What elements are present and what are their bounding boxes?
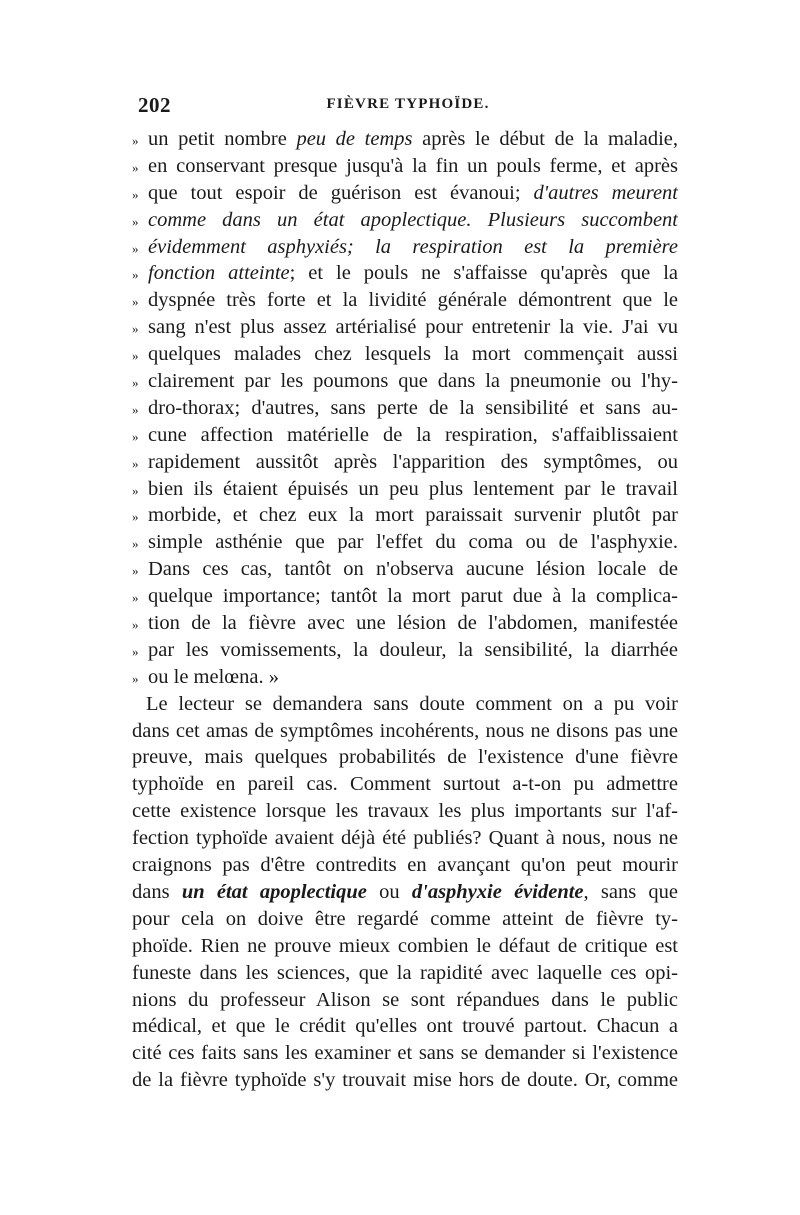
text-run: ; et le pouls ne s'affaisse qu'après que la <box>289 262 678 285</box>
text-run: funeste dans les sciences, que la rapidité avec laquelle ces opi- <box>132 961 678 984</box>
italic-text: fonction atteinte <box>148 262 290 285</box>
text-run: Dans ces cas, tantôt on n'observa aucune lésion locale de <box>148 558 678 581</box>
paragraph-block <box>132 691 678 1094</box>
quote-mark: » <box>132 267 139 283</box>
paragraph-line <box>132 1067 678 1094</box>
quote-line <box>132 341 678 368</box>
paragraph-line <box>132 906 678 933</box>
quote-line-text <box>148 341 678 368</box>
text-run: , sans que <box>583 880 678 903</box>
running-title: FIÈVRE TYPHOÏDE. <box>326 96 490 112</box>
quote-mark: » <box>132 643 139 659</box>
text-run: morbide, et chez eux la mort paraissait survenir plutôt par <box>148 504 678 527</box>
quote-line <box>132 476 678 503</box>
quote-line-text <box>148 260 678 287</box>
paragraph-line <box>132 1013 678 1040</box>
quote-mark: » <box>132 428 139 444</box>
quote-mark: » <box>132 536 139 552</box>
quote-line-text <box>148 207 678 234</box>
text-run: par les vomissements, la douleur, la sensibilité, la diarrhée <box>148 638 678 661</box>
quote-line-text <box>148 287 678 314</box>
quote-line <box>132 260 678 287</box>
quote-line-text <box>148 476 678 503</box>
quote-mark: » <box>132 563 139 579</box>
quote-mark: » <box>132 294 139 310</box>
text-run: dro-thorax; d'autres, sans perte de la sensibilité et sans au- <box>148 396 678 419</box>
text-run: rapidement aussitôt après l'apparition des symptômes, ou <box>148 450 678 473</box>
text-run: bien ils étaient épuisés un peu plus lentement par le travail <box>148 477 678 500</box>
quote-line <box>132 368 678 395</box>
text-run: ou <box>366 880 412 903</box>
text-run: typhoïde en pareil cas. Comment surtout a-t-on pu admettre <box>132 773 678 796</box>
paragraph-line <box>132 879 678 906</box>
text-run: dans <box>132 880 182 903</box>
text-run: ou le melœna. » <box>148 665 279 688</box>
page-body <box>132 126 678 1094</box>
text-run: fection typhoïde avaient déjà été publiés? Quant à nous, nous ne <box>132 827 678 850</box>
paragraph-line <box>132 987 678 1014</box>
quote-mark: » <box>132 482 139 498</box>
text-run: un petit nombre <box>148 128 297 150</box>
quote-line <box>132 502 678 529</box>
quote-line-text <box>148 422 678 449</box>
quote-line-text <box>148 610 678 637</box>
quote-line-text <box>148 664 678 691</box>
quote-line <box>132 153 678 180</box>
italic-text: comme dans un état apoplectique. Plusieurs succombent <box>148 208 678 231</box>
quote-line-text <box>148 502 678 529</box>
text-run: tion de la fièvre avec une lésion de l'abdomen, manifestée <box>148 612 678 635</box>
quote-line <box>132 314 678 341</box>
italic-text: d'autres meurent <box>533 181 678 204</box>
quote-mark: » <box>132 213 139 229</box>
quote-line <box>132 422 678 449</box>
italic-text: d'asphyxie évidente <box>411 880 584 903</box>
text-run: cité ces faits sans les examiner et sans se demander si l'existence <box>132 1042 678 1065</box>
text-run: dans cet amas de symptômes incohérents, nous ne disons pas une <box>132 719 678 742</box>
text-run: après le début de la maladie, <box>412 128 678 150</box>
quote-line <box>132 449 678 476</box>
quote-mark: » <box>132 401 139 417</box>
text-run: cette existence lorsque les travaux les plus importants sur l'af- <box>132 800 678 823</box>
quote-line <box>132 583 678 610</box>
text-run: phoïde. Rien ne prouve mieux combien le défaut de critique est <box>132 934 678 957</box>
paragraph-line <box>132 798 678 825</box>
text-run: pour cela on doive être regardé comme atteint de fièvre ty- <box>132 907 678 930</box>
paragraph-line <box>132 744 678 771</box>
text-run: en conservant presque jusqu'à la fin un pouls ferme, et après <box>148 154 678 177</box>
text-run: nions du professeur Alison se sont répandues dans le public <box>132 988 678 1011</box>
paragraph-line <box>132 933 678 960</box>
quote-mark: » <box>132 590 139 606</box>
quote-mark: » <box>132 617 139 633</box>
text-run: simple asthénie que par l'effet du coma ou de l'asphyxie. <box>148 531 678 554</box>
page-header <box>138 93 678 121</box>
quote-mark: » <box>132 240 139 256</box>
text-run: médical, et que le crédit qu'elles ont trouvé partout. Chacun a <box>132 1015 678 1038</box>
paragraph-line <box>132 852 678 879</box>
paragraph-line <box>132 825 678 852</box>
text-run: quelques malades chez lesquels la mort commençait aussi <box>148 343 678 366</box>
quote-mark: » <box>132 186 139 202</box>
paragraph-line <box>132 960 678 987</box>
paragraph-line <box>132 691 678 718</box>
quote-line-text <box>148 583 678 610</box>
quote-mark: » <box>132 321 139 337</box>
text-run: sang n'est plus assez artérialisé pour entretenir la vie. J'ai vu <box>148 316 678 339</box>
text-run: preuve, mais quelques probabilités de l'existence d'une fièvre <box>132 746 678 769</box>
quote-line <box>132 207 678 234</box>
quote-line-text <box>148 126 678 153</box>
quote-line-text <box>148 637 678 664</box>
quote-line-text <box>148 449 678 476</box>
text-run: dyspnée très forte et la lividité générale démontrent que le <box>148 289 678 312</box>
quote-line-text <box>148 234 678 261</box>
quote-line <box>132 637 678 664</box>
text-run: Le lecteur se demandera sans doute comment on a pu voir <box>146 692 678 715</box>
quote-line-text <box>148 314 678 341</box>
quote-line <box>132 180 678 207</box>
quote-line-text <box>148 529 678 556</box>
paragraph-line <box>132 771 678 798</box>
text-run: cune affection matérielle de la respiration, s'affaiblissaient <box>148 423 678 446</box>
quote-mark: » <box>132 133 139 148</box>
quote-line-text <box>148 153 678 180</box>
italic-text: évidemment asphyxiés; la respiration est la première <box>148 235 678 258</box>
text-run: quelque importance; tantôt la mort parut due à la complica- <box>148 585 678 608</box>
paragraph-line <box>132 1040 678 1067</box>
quote-line-text <box>148 556 678 583</box>
quote-mark: » <box>132 375 139 391</box>
text-run: de la fièvre typhoïde s'y trouvait mise hors de doute. Or, comme <box>132 1069 678 1092</box>
quote-line-text <box>148 395 678 422</box>
quote-mark: » <box>132 348 139 364</box>
quote-line-text <box>148 180 678 207</box>
italic-text: un état apoplectique <box>181 880 367 903</box>
text-run: craignons pas d'être contredits en avançant qu'on peut mourir <box>132 854 678 877</box>
text-run: clairement par les poumons que dans la pneumonie ou l'hy- <box>148 370 678 393</box>
quote-mark: » <box>132 509 139 525</box>
quote-mark: » <box>132 670 139 686</box>
italic-text: peu de temps <box>296 128 413 150</box>
quote-line <box>132 287 678 314</box>
quote-line <box>132 556 678 583</box>
paragraph-line <box>132 718 678 745</box>
page-number: 202 <box>138 93 171 117</box>
quote-line-text <box>148 368 678 395</box>
quote-line <box>132 529 678 556</box>
quote-line <box>132 126 678 153</box>
quote-mark: » <box>132 455 139 471</box>
quote-line <box>132 610 678 637</box>
quote-mark: » <box>132 159 139 175</box>
quote-line <box>132 234 678 261</box>
quotation-block <box>132 126 678 691</box>
quote-line <box>132 664 678 691</box>
text-run: que tout espoir de guérison est évanoui; <box>148 181 534 204</box>
quote-line <box>132 395 678 422</box>
